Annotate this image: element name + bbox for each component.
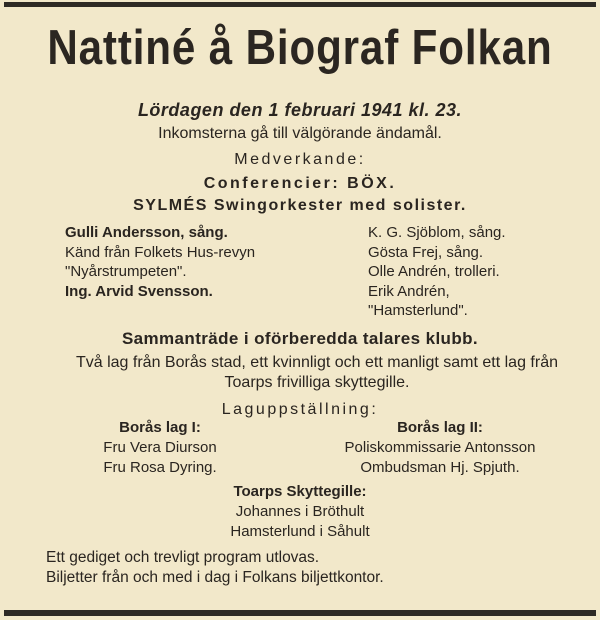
- team-name: Borås lag II:: [397, 419, 483, 436]
- orchestra-line: SYLMÉS Swingorkester med solister.: [133, 197, 467, 214]
- team-member: Fru Vera Diurson: [103, 439, 217, 456]
- performer-line: K. G. Sjöblom, sång.: [368, 224, 506, 241]
- conferencier-line: Conferencier: BÖX.: [203, 175, 397, 192]
- performers-right-column: [368, 223, 506, 321]
- event-date: Lördagen den 1 februari 1941 kl. 23.: [137, 100, 463, 120]
- team-name: Borås lag I:: [119, 419, 201, 436]
- team-member: Poliskommissarie Antonsson: [344, 439, 536, 456]
- team-member: Fru Rosa Dyring.: [103, 459, 217, 476]
- performer-line: Erik Andrén,: [368, 282, 450, 300]
- performer-line: Känd från Folkets Hus-revyn: [65, 243, 256, 261]
- proceeds-note: Inkomsterna gå till välgörande ändamål.: [158, 125, 442, 142]
- team-toarp: [0, 482, 600, 542]
- performer-line: "Hamsterlund".: [368, 302, 468, 319]
- performers-left-column: [65, 223, 255, 301]
- team-member: Ombudsman Hj. Spjuth.: [360, 459, 520, 476]
- top-border-rule: [4, 2, 596, 7]
- club-description: Två lag från Borås stad, ett kvinnligt och ett manligt samt ett lag från Toarps frivilliga skyttegille.: [75, 354, 558, 391]
- participants-heading: Medverkande:: [234, 151, 366, 168]
- closing-line: Biljetter från och med i dag i Folkans biljettkontor.: [46, 569, 384, 586]
- team-boras-2: [320, 418, 560, 478]
- bottom-border-rule: [4, 610, 596, 616]
- performer-line: Gösta Frej, sång.: [368, 243, 484, 261]
- performer-line: Ing. Arvid Svensson.: [65, 282, 213, 300]
- club-heading: Sammanträde i oförberedda talares klubb.: [121, 329, 479, 348]
- team-boras-1: [60, 418, 260, 478]
- performer-line: "Nyårstrumpeten".: [65, 263, 187, 280]
- closing-text: [46, 548, 384, 588]
- ad-title: Nattiné å Biograf Folkan: [47, 21, 553, 75]
- team-member: Hamsterlund i Såhult: [230, 523, 370, 540]
- performer-line: Olle Andrén, trolleri.: [368, 263, 500, 280]
- performer-line: Gulli Andersson, sång.: [65, 224, 228, 241]
- closing-line: Ett gediget och trevligt program utlovas.: [46, 549, 320, 566]
- lineup-heading: Laguppställning:: [221, 401, 379, 418]
- team-name: Toarps Skyttegille:: [233, 483, 367, 500]
- team-member: Johannes i Bröthult: [235, 503, 365, 520]
